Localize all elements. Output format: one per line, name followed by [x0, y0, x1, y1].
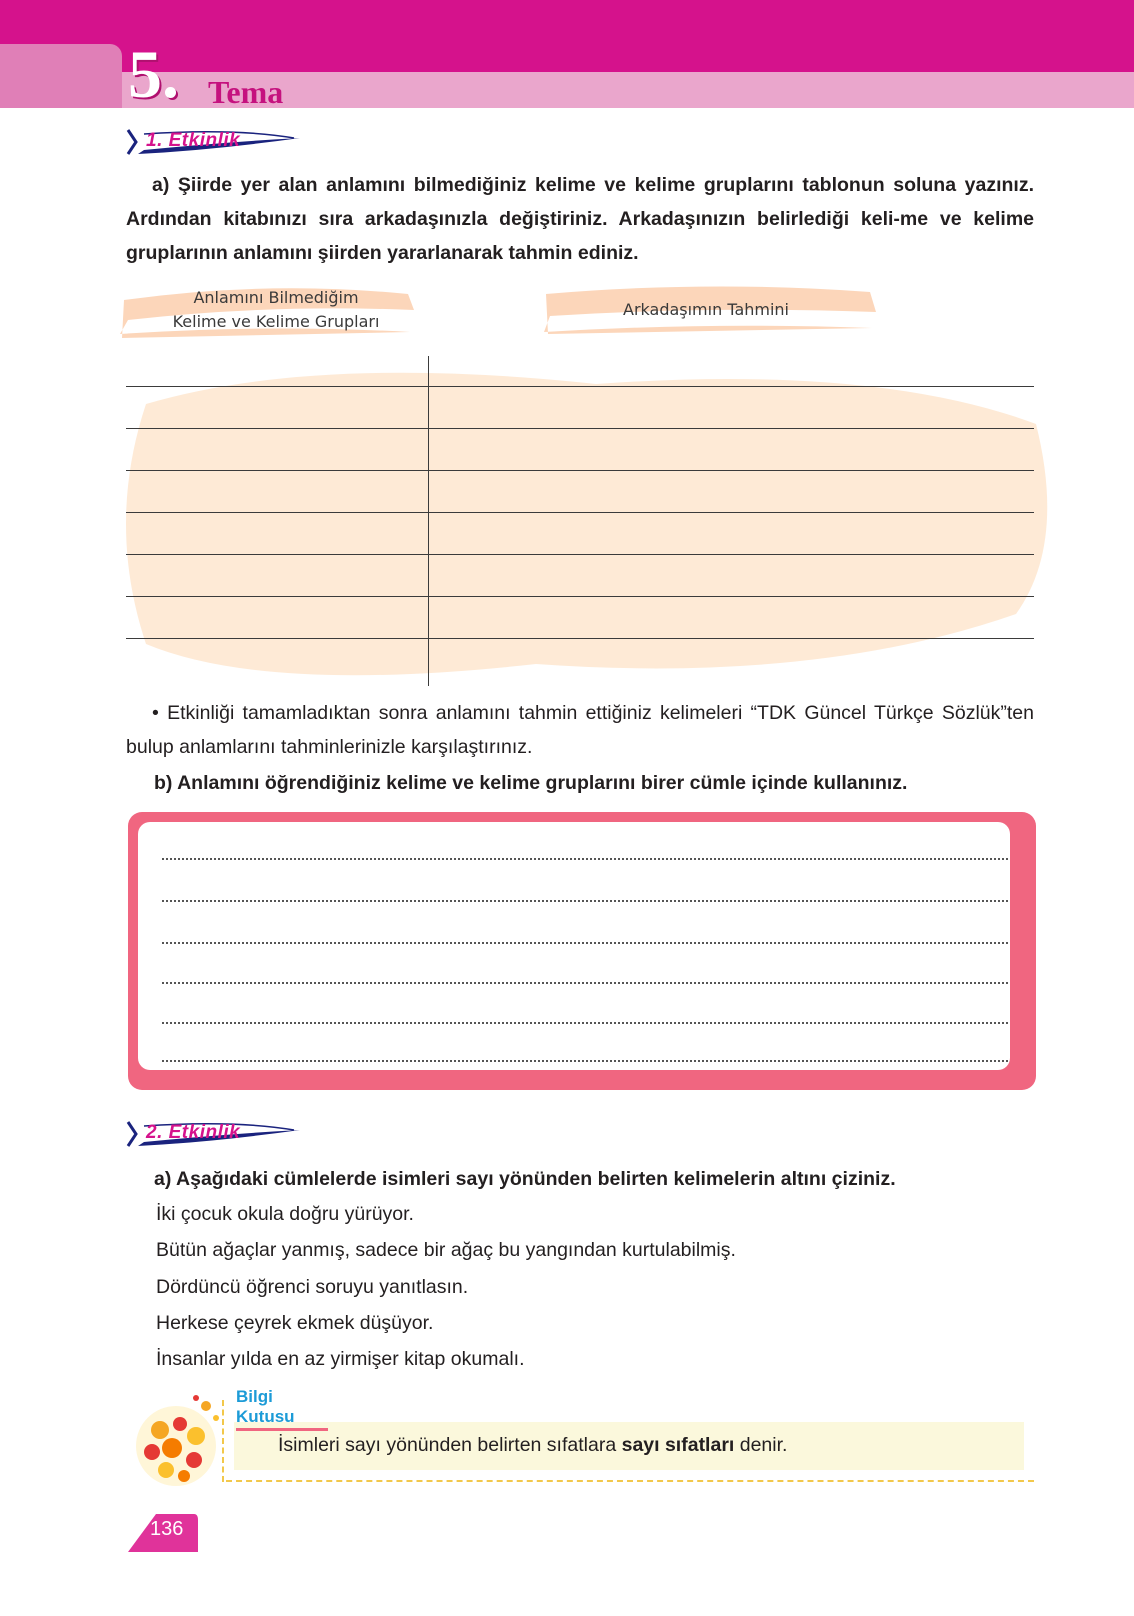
- info-dash-vertical: [222, 1400, 224, 1482]
- activity-2-label: 2. Etkinlik: [146, 1122, 241, 1143]
- writing-box: [128, 812, 1036, 1090]
- sentence-3: Dördüncü öğrenci soruyu yanıtlasın.: [156, 1276, 469, 1298]
- page-number: 136: [150, 1518, 184, 1540]
- header-tab: [0, 44, 122, 108]
- table-row-line: [126, 512, 1034, 513]
- activity-2-instruction-a: a) Aşağıdaki cümlelerde isimleri sayı yönünden belirten kelimelerin altını çiziniz.: [154, 1168, 896, 1190]
- activity-1-instruction-b: b) Anlamını öğrendiğiniz kelime ve kelime gruplarını birer cümle içinde kullanınız.: [154, 772, 908, 794]
- info-box-text: [278, 1430, 787, 1460]
- writing-line[interactable]: [162, 858, 1008, 860]
- table-row-line: [126, 428, 1034, 429]
- activity-1-label: 1. Etkinlik: [146, 130, 241, 151]
- info-ball-icon: [130, 1390, 226, 1494]
- writing-line[interactable]: [162, 1060, 1008, 1062]
- table-row-line: [126, 596, 1034, 597]
- info-box-title: Bilgi Kutusu: [236, 1387, 328, 1431]
- info-dash-bottom: [226, 1480, 1034, 1482]
- activity-1-note: • Etkinliği tamamladıktan sonra anlamını tahmin ettiğiniz kelimeleri “TDK Güncel Türkçe Sözlük”ten bulup anlamlarını tahminlerinizle karşılaştırınız.: [126, 702, 1034, 758]
- writing-line[interactable]: [162, 900, 1008, 902]
- sentence-5: İnsanlar yılda en az yirmişer kitap okumalı.: [156, 1348, 525, 1370]
- sentence-4: Herkese çeyrek ekmek düşüyor.: [156, 1312, 434, 1334]
- page-number-badge: [128, 1512, 198, 1552]
- writing-line[interactable]: [162, 982, 1008, 984]
- sentence-2: Bütün ağaçlar yanmış, sadece bir ağaç bu yangından kurtulabilmiş.: [156, 1239, 736, 1261]
- word-table: [126, 276, 1034, 690]
- activity-1-instruction-a: a) Şiirde yer alan anlamını bilmediğiniz kelime ve kelime gruplarını tablonun soluna yazınız. Ardından kitabınızı sıra arkadaşınızla değiştiriniz. Arkadaşınızın belirlediği keli-me ve kelime gruplarının anlamını şiirden yararlanarak tahmin ediniz.: [126, 174, 1034, 264]
- table-row-line: [126, 470, 1034, 471]
- info-text-end: denir.: [734, 1434, 788, 1456]
- writing-line[interactable]: [162, 1022, 1008, 1024]
- table-col2-header: Arkadaşımın Tahmini: [623, 300, 789, 319]
- writing-line[interactable]: [162, 942, 1008, 944]
- activity-2-heading: [124, 1116, 304, 1152]
- table-row-line: [126, 554, 1034, 555]
- table-row-line: [126, 638, 1034, 639]
- table-col1-header-line1: Anlamını Bilmediğim: [193, 288, 359, 307]
- sentence-1: İki çocuk okula doğru yürüyor.: [156, 1203, 414, 1225]
- info-text-start: İsimleri sayı yönünden belirten sıfatlara: [278, 1434, 622, 1456]
- watercolor-background: [116, 364, 1056, 694]
- info-text-bold: sayı sıfatları: [621, 1434, 735, 1456]
- table-row-line: [126, 386, 1034, 387]
- table-col1-header-line2: Kelime ve Kelime Grupları: [172, 312, 380, 331]
- activity-1-heading: [124, 124, 304, 160]
- writing-area[interactable]: [138, 822, 1010, 1070]
- theme-number: 5.: [128, 36, 179, 112]
- theme-title: Tema: [208, 74, 284, 110]
- table-column-divider: [428, 356, 429, 686]
- table-col1-header: [136, 286, 416, 334]
